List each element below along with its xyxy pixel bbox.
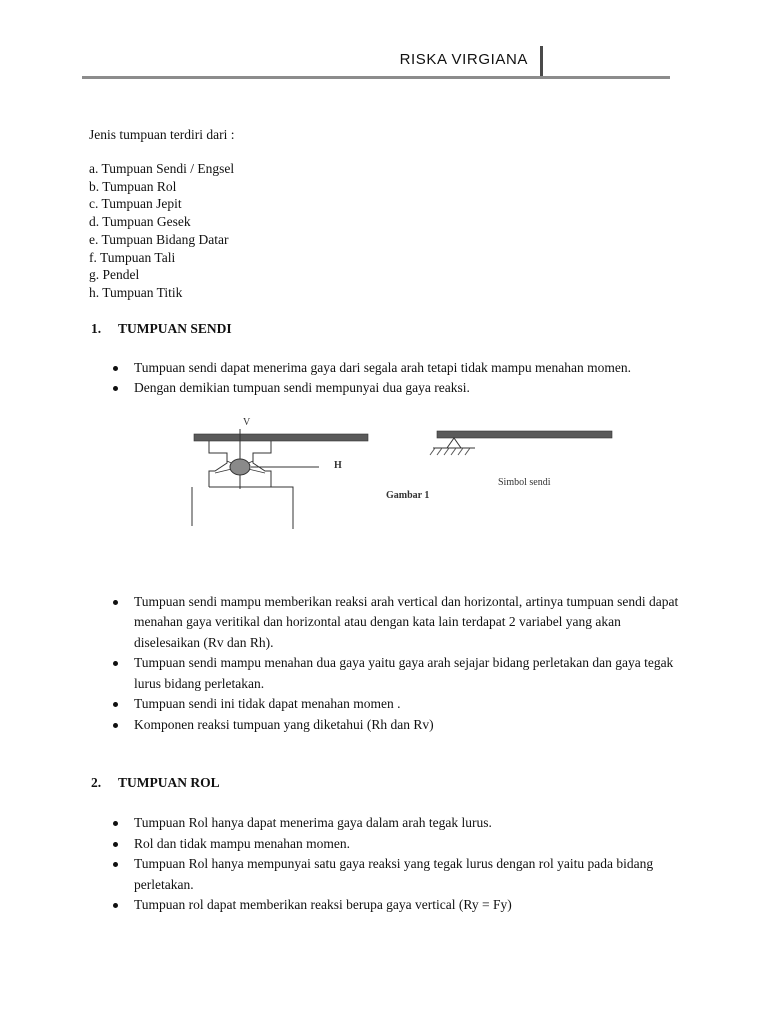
section-title: TUMPUAN SENDI — [118, 320, 232, 336]
intro-text: Jenis tumpuan terdiri dari : — [89, 127, 235, 142]
wall-right — [271, 487, 293, 529]
housing-right — [253, 441, 271, 487]
section-number: 2. — [91, 775, 102, 791]
housing-left — [209, 441, 227, 487]
label-h: H — [334, 459, 342, 471]
bullet-item: Tumpuan Rol hanya mempunyai satu gaya reaksi yang tegak lurus dengan rol yaitu pada bidang perletakan. — [89, 854, 679, 895]
bullet-item: Rol dan tidak mampu menahan momen. — [89, 834, 679, 855]
list-item: e. Tumpuan Bidang Datar — [89, 231, 229, 247]
hinge-symbol — [447, 438, 461, 448]
list-item: h. Tumpuan Titik — [89, 284, 183, 300]
hatch — [465, 448, 470, 455]
section-title: TUMPUAN ROL — [118, 775, 220, 791]
list-item: g. Pendel — [89, 267, 140, 283]
support-types-list — [89, 160, 679, 302]
list-item: d. Tumpuan Gesek — [89, 214, 191, 230]
hinge-pin — [230, 459, 250, 475]
bullet-item: Tumpuan rol dapat memberikan reaksi berupa gaya vertical (Ry = Fy) — [89, 895, 679, 916]
header-divider-vertical — [540, 46, 543, 77]
label-v: V — [243, 416, 251, 428]
document-body — [89, 126, 679, 916]
author-name: RISKA VIRGIANA — [399, 51, 528, 68]
figure-hinge-support — [89, 416, 679, 569]
bullet-list — [89, 358, 679, 399]
bullet-list — [89, 813, 679, 916]
bullet-item: Tumpuan sendi mampu menahan dua gaya yaitu gaya arah sejajar bidang perletakan dan gaya tegak lurus bidang perletakan. — [89, 653, 679, 694]
hatch — [437, 448, 442, 455]
hinge-support-diagram — [89, 429, 679, 569]
header-rule — [82, 76, 670, 79]
bullet-item: Tumpuan Rol hanya dapat menerima gaya dalam arah tegak lurus. — [89, 813, 679, 834]
list-item: c. Tumpuan Jepit — [89, 196, 182, 212]
bullet-item: Tumpuan sendi dapat menerima gaya dari segala arah tetapi tidak mampu menahan momen. — [89, 358, 679, 379]
hatch — [451, 448, 456, 455]
bullet-item: Komponen reaksi tumpuan yang diketahui (Rh dan Rv) — [89, 715, 679, 736]
bullet-item: Dengan demikian tumpuan sendi mempunyai dua gaya reaksi. — [89, 378, 679, 399]
bullet-item: Tumpuan sendi mampu memberikan reaksi arah vertical dan horizontal, artinya tumpuan sendi dapat menahan gaya veritikal dan horizontal atau dengan kata lain terdapat 2 variabel yang akan diselesaikan (Rv dan Rh). — [89, 592, 679, 654]
section-heading-sendi — [89, 321, 679, 337]
hatch — [430, 448, 435, 455]
list-item: a. Tumpuan Sendi / Engsel — [89, 161, 235, 176]
figure-caption: Gambar 1 — [386, 489, 430, 501]
hatch — [458, 448, 463, 455]
symbol-label: Simbol sendi — [498, 476, 551, 488]
bullet-item: Tumpuan sendi ini tidak dapat menahan momen . — [89, 694, 679, 715]
section-heading-rol — [89, 775, 679, 791]
beam-right — [437, 431, 612, 438]
section-number: 1. — [91, 320, 102, 336]
hatch — [444, 448, 449, 455]
bullet-list — [89, 592, 679, 736]
list-item: b. Tumpuan Rol — [89, 178, 177, 194]
list-item: f. Tumpuan Tali — [89, 249, 176, 265]
beam-left — [194, 434, 368, 441]
